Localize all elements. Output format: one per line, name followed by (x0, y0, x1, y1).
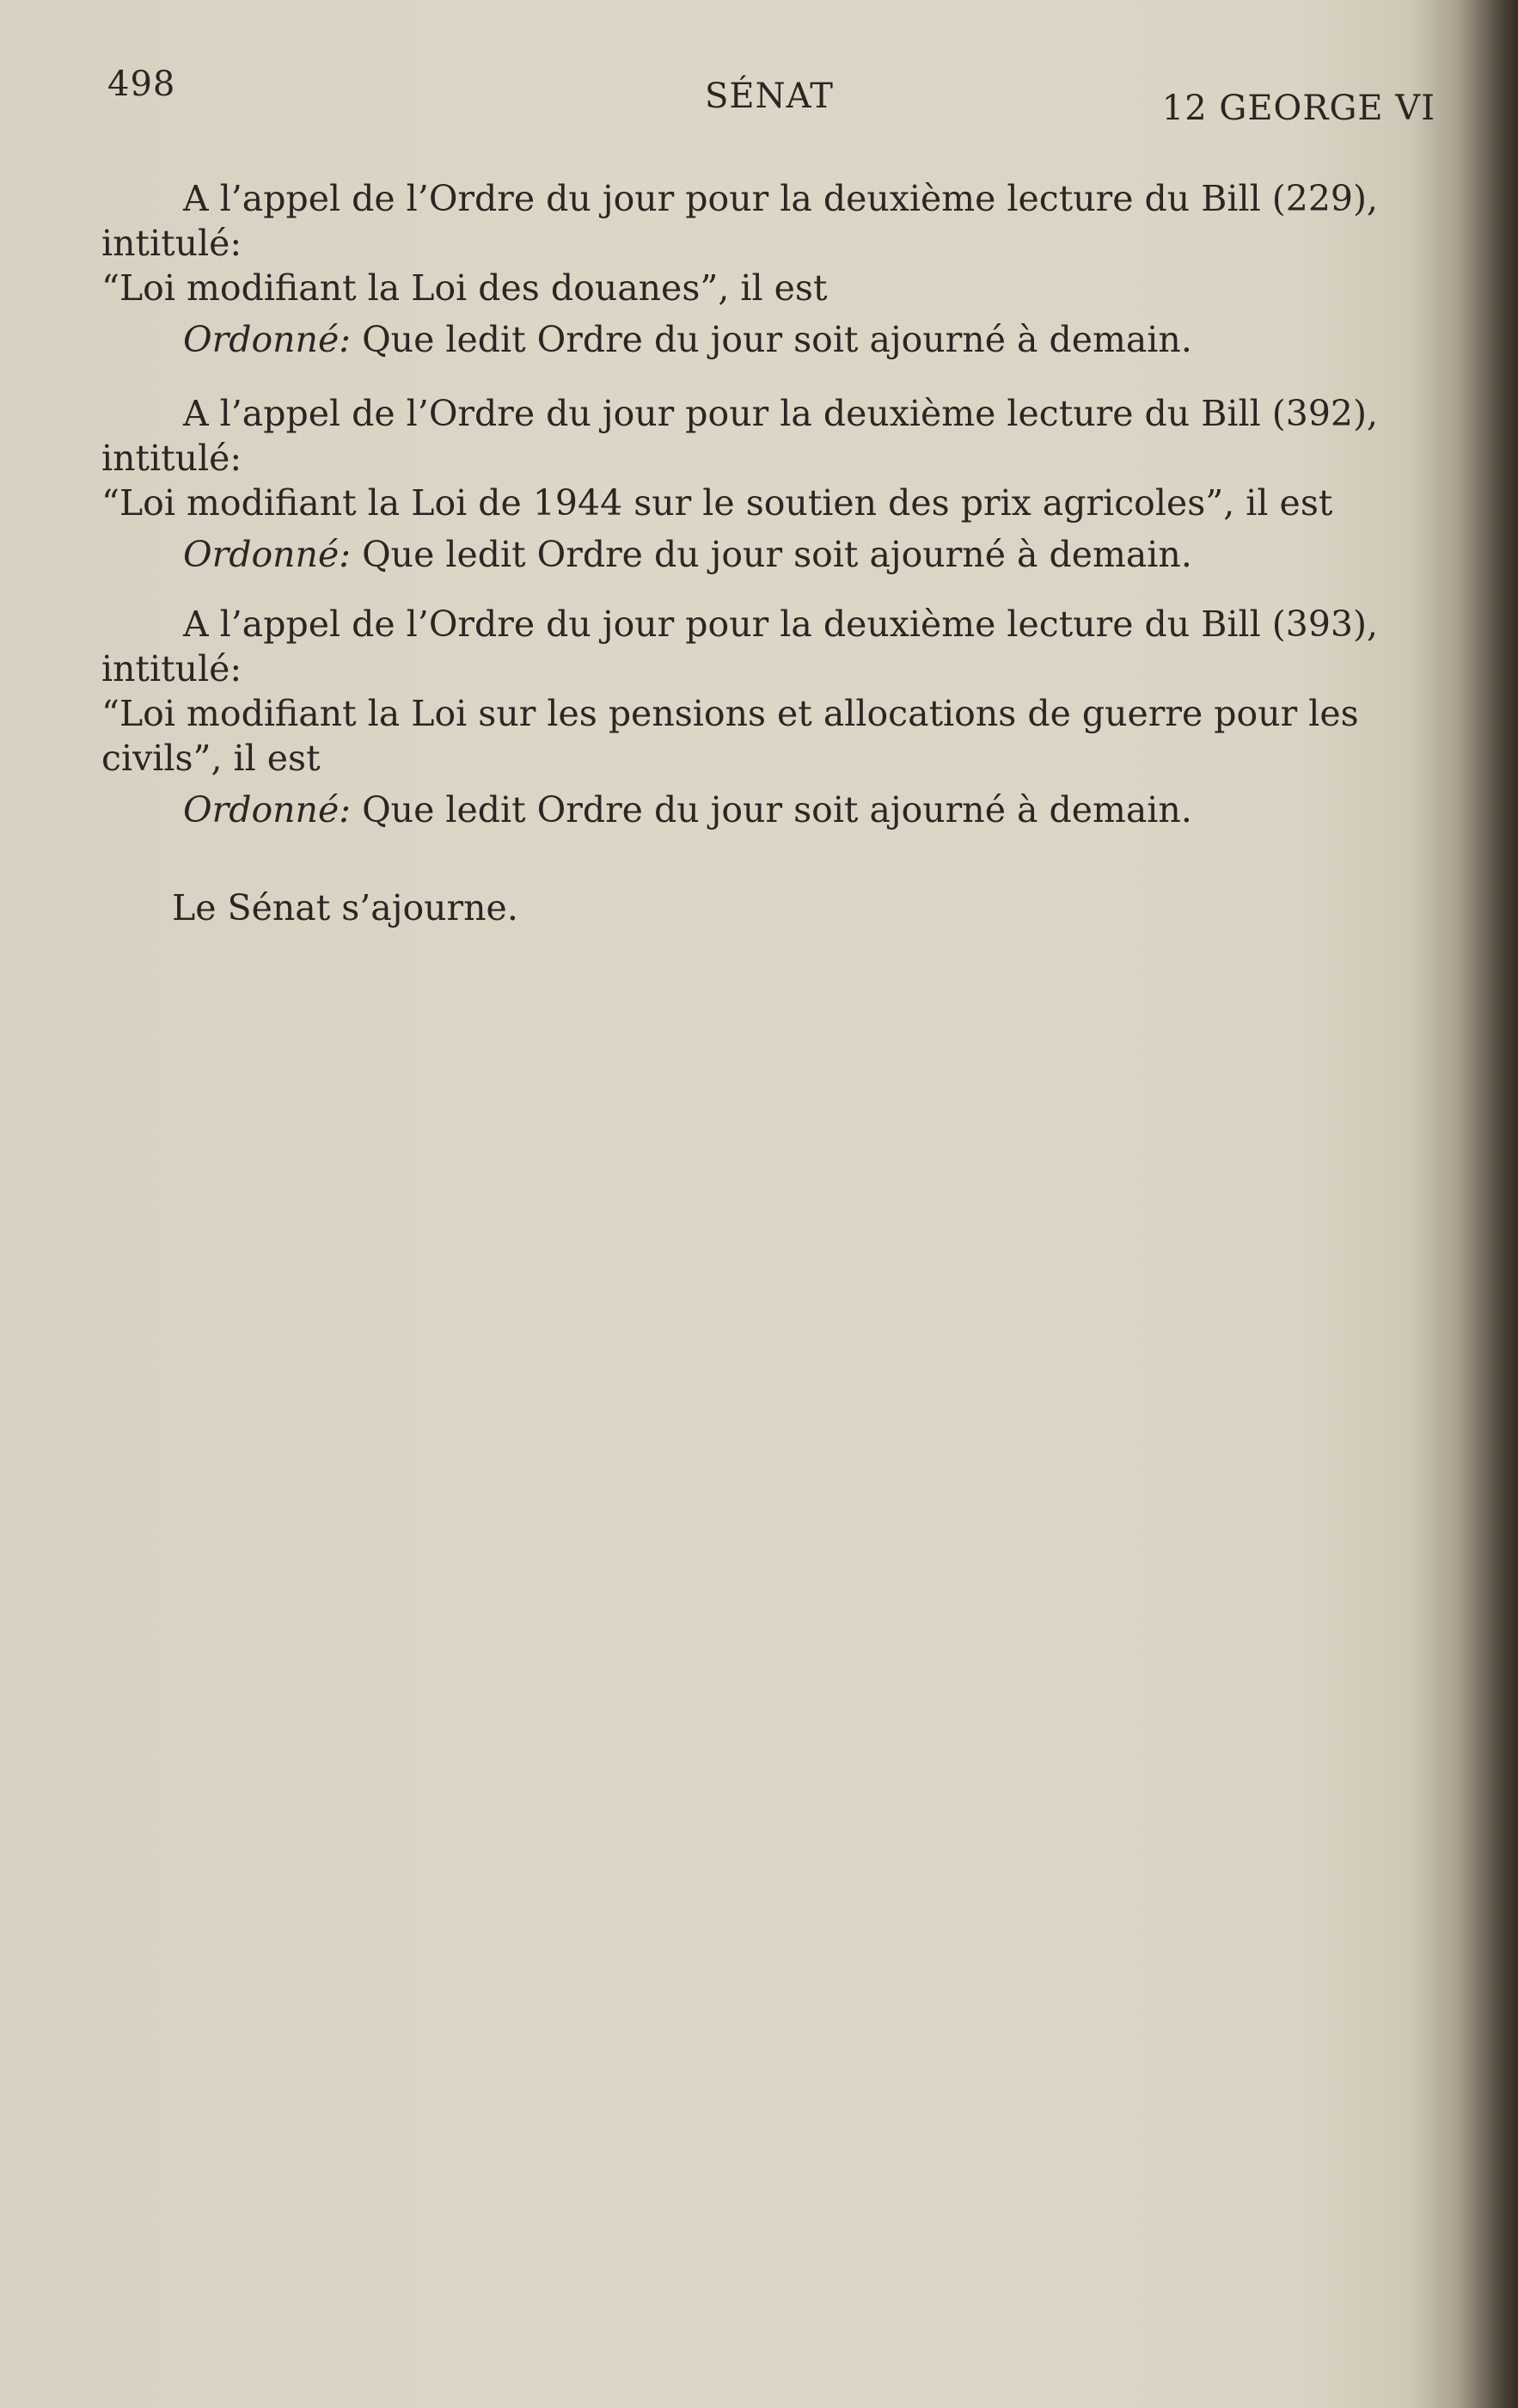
order-text: Que ledit Ordre du jour soit ajourné à demain. (351, 319, 1192, 360)
running-reign: 12 GEORGE VI (1161, 89, 1435, 128)
entry-lead: A l’appel de l’Ordre du jour pour la deuxième lecture du Bill (393), intitulé: (101, 604, 1379, 689)
entry-bill-title: “Loi modifiant la Loi sur les pensions et allocations de guerre pour les civils”, il est (101, 693, 1359, 779)
running-title: SÉNAT (705, 77, 834, 116)
order-entry-bill-392 (101, 391, 1438, 577)
entry-order (101, 317, 1438, 362)
entry-bill-title: “Loi modifiant la Loi des douanes”, il est (101, 267, 828, 309)
order-text: Que ledit Ordre du jour soit ajourné à demain. (351, 789, 1192, 830)
order-label: Ordonné: (183, 534, 352, 575)
order-entry-bill-229 (101, 176, 1438, 362)
entry-bill-title: “Loi modifiant la Loi de 1944 sur le soutien des prix agricoles”, il est (101, 482, 1333, 524)
order-text: Que ledit Ordre du jour soit ajourné à demain. (351, 534, 1192, 575)
entry-order (101, 532, 1438, 577)
page-number: 498 (107, 64, 176, 104)
order-entry-bill-393 (101, 602, 1438, 832)
order-label: Ordonné: (183, 319, 352, 360)
book-gutter-shadow (1458, 0, 1518, 2408)
entry-lead: A l’appel de l’Ordre du jour pour la deuxième lecture du Bill (392), intitulé: (101, 393, 1379, 479)
entry-lead: A l’appel de l’Ordre du jour pour la deuxième lecture du Bill (229), intitulé: (101, 178, 1379, 264)
page-header (107, 64, 1435, 133)
entry-order (101, 787, 1438, 832)
closing-statement: Le Sénat s’ajourne. (172, 887, 518, 928)
order-label: Ordonné: (183, 789, 352, 830)
